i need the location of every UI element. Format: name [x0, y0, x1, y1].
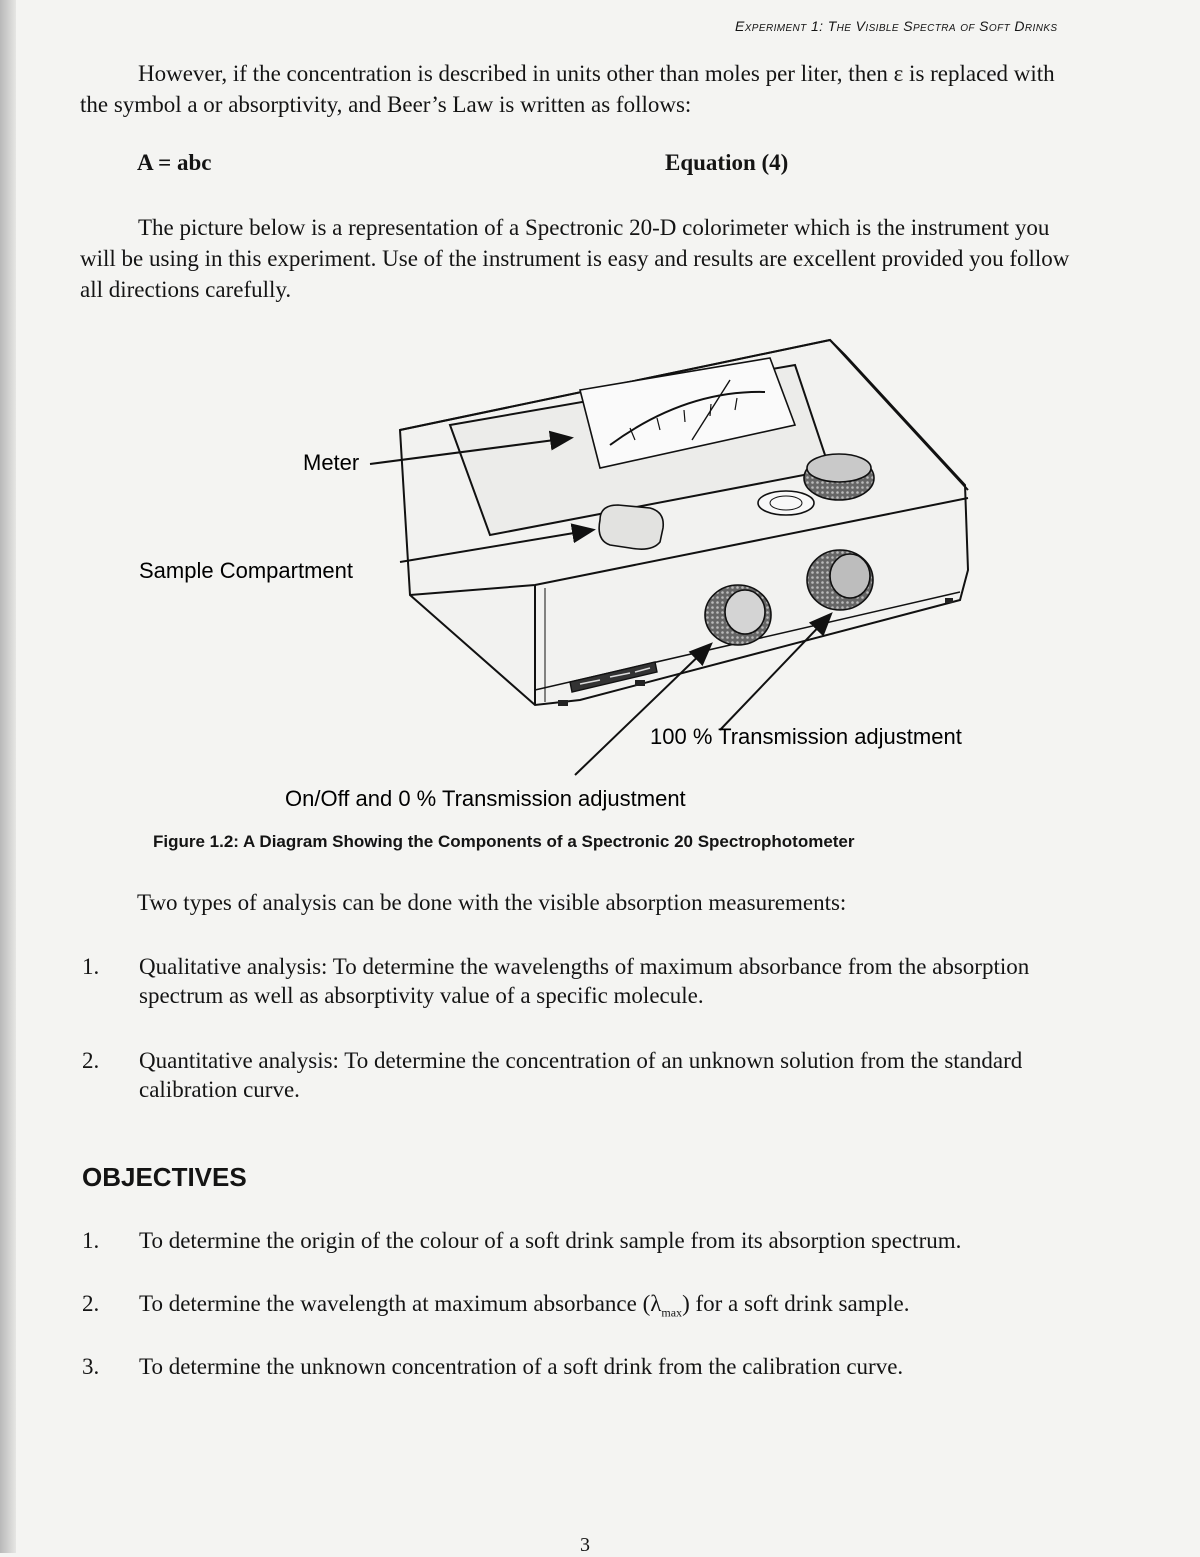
list-number: 2.	[82, 1048, 100, 1073]
paragraph-instrument: The picture below is a representation of a Spectronic 20-D colorimeter which is the instrument you will be using in this experiment. Use of the instrument is easy and results are excellent provided you follow all directions carefully.	[80, 215, 1070, 302]
label-100-transmission: 100 % Transmission adjustment	[650, 724, 962, 749]
scan-edge	[0, 0, 16, 1553]
transmission-knob	[807, 550, 873, 610]
list-text	[139, 1289, 1089, 1328]
wavelength-knob	[804, 454, 874, 500]
label-meter: Meter	[303, 450, 360, 475]
list-number: 3.	[82, 1354, 100, 1379]
equation-label: Equation (4)	[665, 150, 789, 175]
sample-compartment-lid	[599, 505, 663, 549]
list-text: Qualitative analysis: To determine the wavelengths of maximum absorbance from the absorption spectrum as well as absorptivity value of a specific molecule.	[139, 954, 1030, 1008]
figure-caption: Figure 1.2: A Diagram Showing the Components of a Spectronic 20 Spectrophotometer	[153, 832, 855, 851]
text-before: To determine the wavelength at maximum absorbance (λ	[139, 1291, 662, 1316]
spectronic-diagram	[130, 330, 1070, 820]
text-after: ) for a soft drink sample.	[682, 1291, 910, 1316]
label-onoff-transmission: On/Off and 0 % Transmission adjustment	[285, 786, 686, 811]
list-number: 1.	[82, 954, 100, 979]
lambda-subscript: max	[661, 1305, 683, 1320]
list-text: To determine the origin of the colour of a soft drink sample from its absorption spectrum.	[139, 1228, 962, 1253]
list-text: Quantitative analysis: To determine the concentration of an unknown solution from the standard calibration curve.	[139, 1048, 1023, 1102]
label-sample-compartment: Sample Compartment	[139, 558, 353, 583]
page-number: 3	[580, 1534, 590, 1556]
analysis-intro: Two types of analysis can be done with the visible absorption measurements:	[137, 890, 847, 915]
equation-expression: A = abc	[137, 150, 212, 175]
objectives-heading: OBJECTIVES	[82, 1162, 247, 1192]
paragraph-beers-law: However, if the concentration is described in units other than moles per liter, then ε is replaced with the symbol a or absorptivity, and Beer’s Law is written as follows:	[80, 61, 1055, 117]
running-header: Experiment 1: The Visible Spectra of Soft Drinks	[735, 18, 1058, 34]
onoff-knob	[705, 585, 771, 645]
list-number: 1.	[82, 1228, 100, 1253]
list-text: To determine the unknown concentration of a soft drink from the calibration curve.	[139, 1354, 904, 1379]
sample-port	[758, 491, 814, 515]
list-number: 2.	[82, 1291, 100, 1316]
